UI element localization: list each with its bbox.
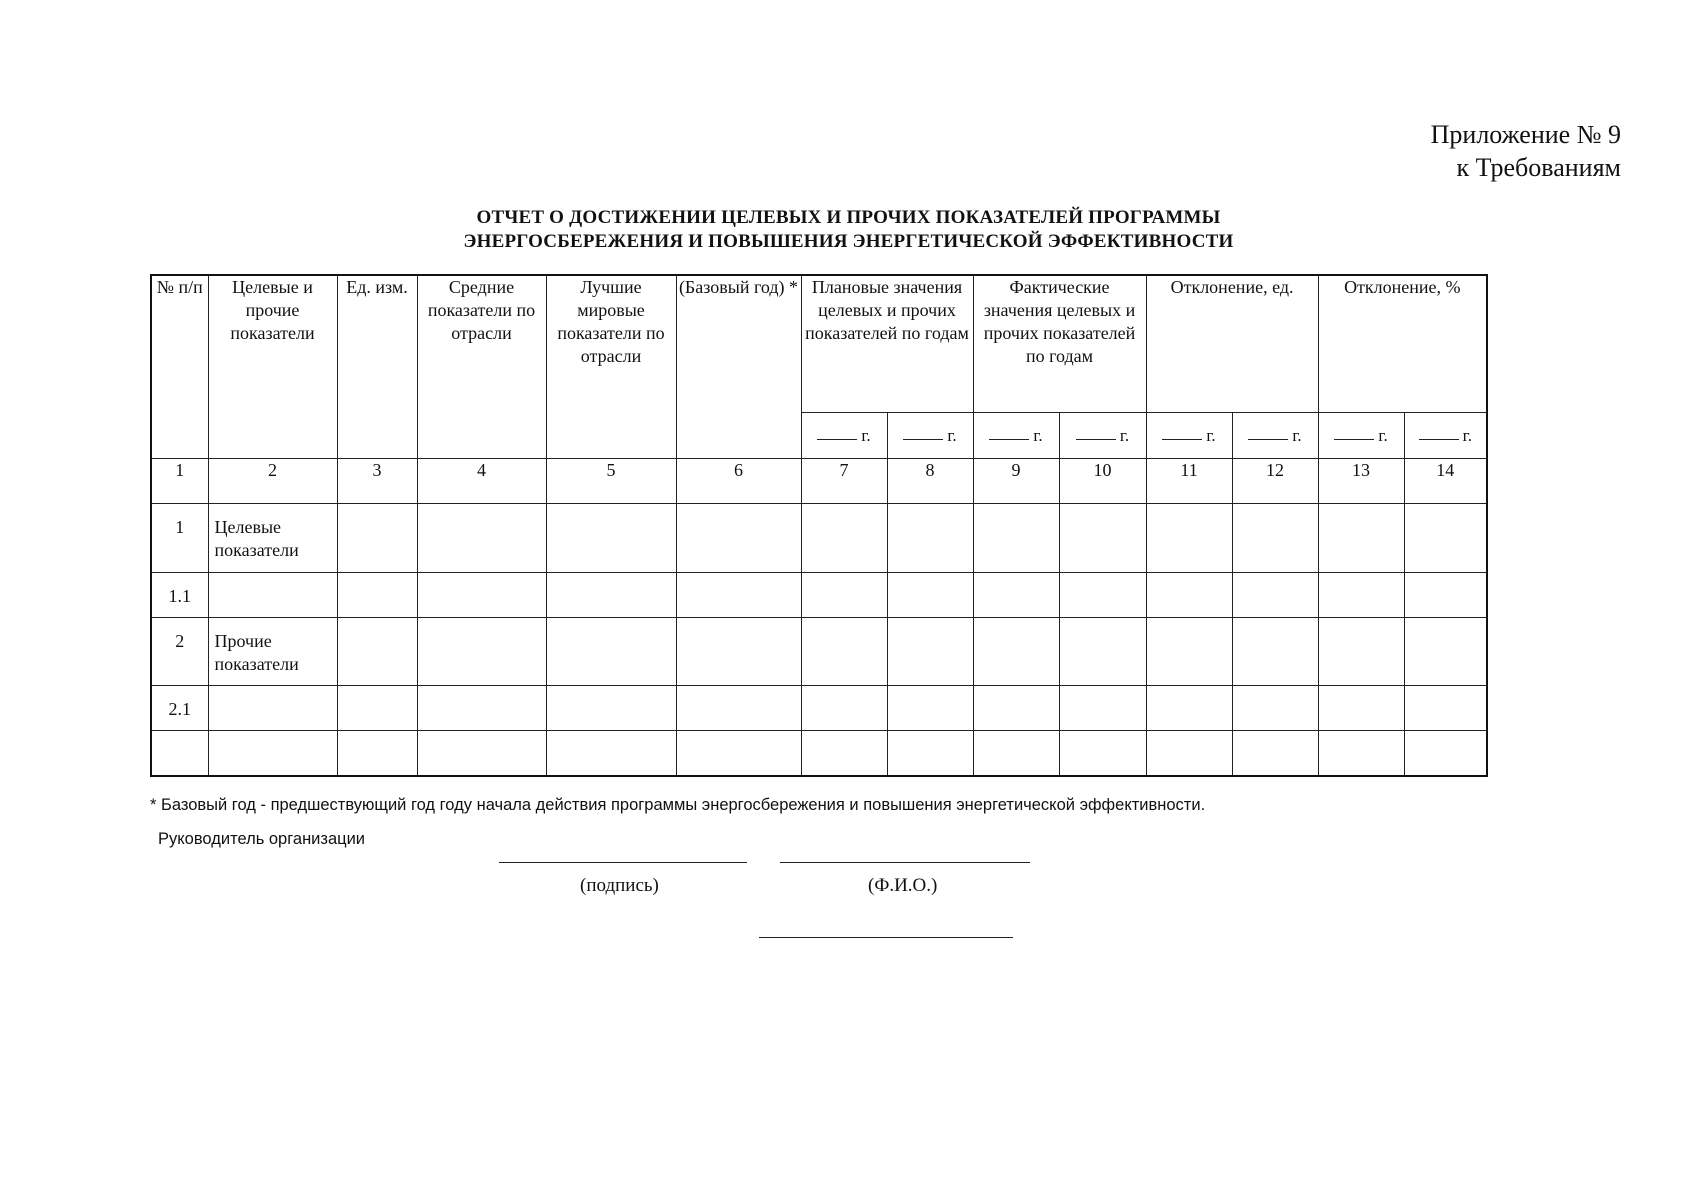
table-cell — [801, 730, 887, 776]
column-number: 14 — [1404, 458, 1487, 503]
closing-divider — [759, 937, 1013, 938]
report-title-line-1: ОТЧЕТ О ДОСТИЖЕНИИ ЦЕЛЕВЫХ И ПРОЧИХ ПОКАЗАТЕЛЕЙ ПРОГРАММЫ — [476, 207, 1221, 228]
name-caption: (Ф.И.О.) — [868, 875, 938, 896]
table-cell — [887, 685, 973, 730]
table-cell — [1232, 730, 1318, 776]
table-cell — [887, 503, 973, 572]
table-cell — [546, 572, 676, 617]
year-cell — [887, 412, 973, 458]
header-num: № п/п — [151, 275, 208, 458]
row-label — [208, 685, 337, 730]
column-number: 13 — [1318, 458, 1404, 503]
table-cell — [337, 617, 417, 685]
table-cell — [1232, 685, 1318, 730]
table-cell — [1318, 617, 1404, 685]
name-line — [780, 862, 1030, 863]
table-cell — [417, 572, 546, 617]
header-actual: Фактические значения целевых и прочих показателей по годам — [973, 275, 1146, 412]
table-cell — [801, 685, 887, 730]
table-cell — [417, 685, 546, 730]
column-number: 6 — [676, 458, 801, 503]
table-row — [151, 572, 1487, 617]
year-suffix: г. — [861, 425, 871, 445]
column-number: 10 — [1059, 458, 1146, 503]
table-cell — [1318, 730, 1404, 776]
row-label: Целевые показатели — [208, 503, 337, 572]
table-cell — [337, 685, 417, 730]
head-of-organization-label: Руководитель организации — [158, 830, 366, 848]
table-cell — [676, 503, 801, 572]
table-cell — [1404, 572, 1487, 617]
table-row — [151, 617, 1487, 685]
table-cell — [1318, 572, 1404, 617]
report-table — [150, 274, 1488, 777]
table-cell — [676, 730, 801, 776]
year-cell — [1232, 412, 1318, 458]
header-deviation-units: Отклонение, ед. — [1146, 275, 1318, 412]
header-deviation-percent: Отклонение, % — [1318, 275, 1487, 412]
year-cell — [1146, 412, 1232, 458]
year-cell — [1404, 412, 1487, 458]
column-number: 5 — [546, 458, 676, 503]
table-cell — [1146, 685, 1232, 730]
table-cell — [801, 503, 887, 572]
table-cell — [973, 617, 1059, 685]
year-suffix: г. — [947, 425, 957, 445]
header-planned: Плановые значения целевых и прочих показателей по годам — [801, 275, 973, 412]
table-cell — [1232, 572, 1318, 617]
row-number: 2.1 — [151, 685, 208, 730]
table-cell — [973, 572, 1059, 617]
header-avg: Средние показатели по отрасли — [417, 275, 546, 458]
column-number: 7 — [801, 458, 887, 503]
year-suffix: г. — [1206, 425, 1216, 445]
header-best: Лучшие мировые показатели по отрасли — [546, 275, 676, 458]
table-cell — [546, 503, 676, 572]
table-cell — [337, 503, 417, 572]
row-label — [208, 572, 337, 617]
row-label: Прочие показатели — [208, 617, 337, 685]
row-number: 1 — [151, 503, 208, 572]
table-row — [151, 685, 1487, 730]
table-cell — [1404, 617, 1487, 685]
table-row — [151, 730, 1487, 776]
table-cell — [676, 685, 801, 730]
table-cell — [546, 617, 676, 685]
table-cell — [676, 617, 801, 685]
year-suffix: г. — [1292, 425, 1302, 445]
row-number — [151, 730, 208, 776]
appendix-label — [1431, 118, 1621, 184]
table-cell — [337, 730, 417, 776]
column-number: 1 — [151, 458, 208, 503]
table-cell — [887, 730, 973, 776]
column-number-row — [151, 458, 1487, 503]
table-cell — [1059, 730, 1146, 776]
table-cell — [973, 730, 1059, 776]
table-cell — [417, 617, 546, 685]
year-suffix: г. — [1462, 425, 1472, 445]
column-number: 12 — [1232, 458, 1318, 503]
table-cell — [1318, 685, 1404, 730]
column-number: 9 — [973, 458, 1059, 503]
table-cell — [1404, 685, 1487, 730]
appendix-number: Приложение № 9 — [1430, 120, 1621, 149]
column-number: 2 — [208, 458, 337, 503]
table-cell — [801, 572, 887, 617]
footnote: * Базовый год - предшествующий год году начала действия программы энергосбережения и повышения энергетической эффективности. — [150, 796, 1206, 814]
table-cell — [1059, 572, 1146, 617]
column-number: 11 — [1146, 458, 1232, 503]
header-unit: Ед. изм. — [337, 275, 417, 458]
row-label — [208, 730, 337, 776]
table-cell — [1059, 617, 1146, 685]
signature-line — [499, 862, 747, 863]
table-cell — [546, 685, 676, 730]
year-suffix: г. — [1119, 425, 1130, 445]
table-cell — [417, 730, 546, 776]
table-cell — [1059, 503, 1146, 572]
header-row — [151, 275, 1487, 412]
row-number: 2 — [151, 617, 208, 685]
table-cell — [801, 617, 887, 685]
table-row — [151, 503, 1487, 572]
table-cell — [1232, 617, 1318, 685]
table-cell — [1146, 503, 1232, 572]
table-cell — [1318, 503, 1404, 572]
appendix-reference: к Требованиям — [1456, 153, 1621, 182]
table-cell — [1059, 685, 1146, 730]
table-cell — [973, 503, 1059, 572]
column-number: 8 — [887, 458, 973, 503]
table-cell — [676, 572, 801, 617]
table-cell — [1146, 730, 1232, 776]
row-number: 1.1 — [151, 572, 208, 617]
year-suffix: г. — [1378, 425, 1388, 445]
table-cell — [973, 685, 1059, 730]
year-suffix: г. — [1033, 425, 1043, 445]
table-cell — [1232, 503, 1318, 572]
table-cell — [417, 503, 546, 572]
column-number: 4 — [417, 458, 546, 503]
year-cell — [801, 412, 887, 458]
table-cell — [887, 617, 973, 685]
table-cell — [1404, 503, 1487, 572]
header-indicators: Целевые и прочие показатели — [208, 275, 337, 458]
table-cell — [1404, 730, 1487, 776]
year-cell — [1318, 412, 1404, 458]
report-title — [0, 206, 1697, 254]
table-cell — [337, 572, 417, 617]
column-number: 3 — [337, 458, 417, 503]
year-cell — [1059, 412, 1146, 458]
table-cell — [887, 572, 973, 617]
report-title-line-2: ЭНЕРГОСБЕРЕЖЕНИЯ И ПОВЫШЕНИЯ ЭНЕРГЕТИЧЕСКОЙ ЭФФЕКТИВНОСТИ — [463, 231, 1234, 252]
table-cell — [1146, 572, 1232, 617]
table-cell — [1146, 617, 1232, 685]
signature-caption: (подпись) — [580, 875, 659, 896]
year-cell — [973, 412, 1059, 458]
table-cell — [546, 730, 676, 776]
header-base-year: (Базовый год) * — [676, 275, 801, 458]
